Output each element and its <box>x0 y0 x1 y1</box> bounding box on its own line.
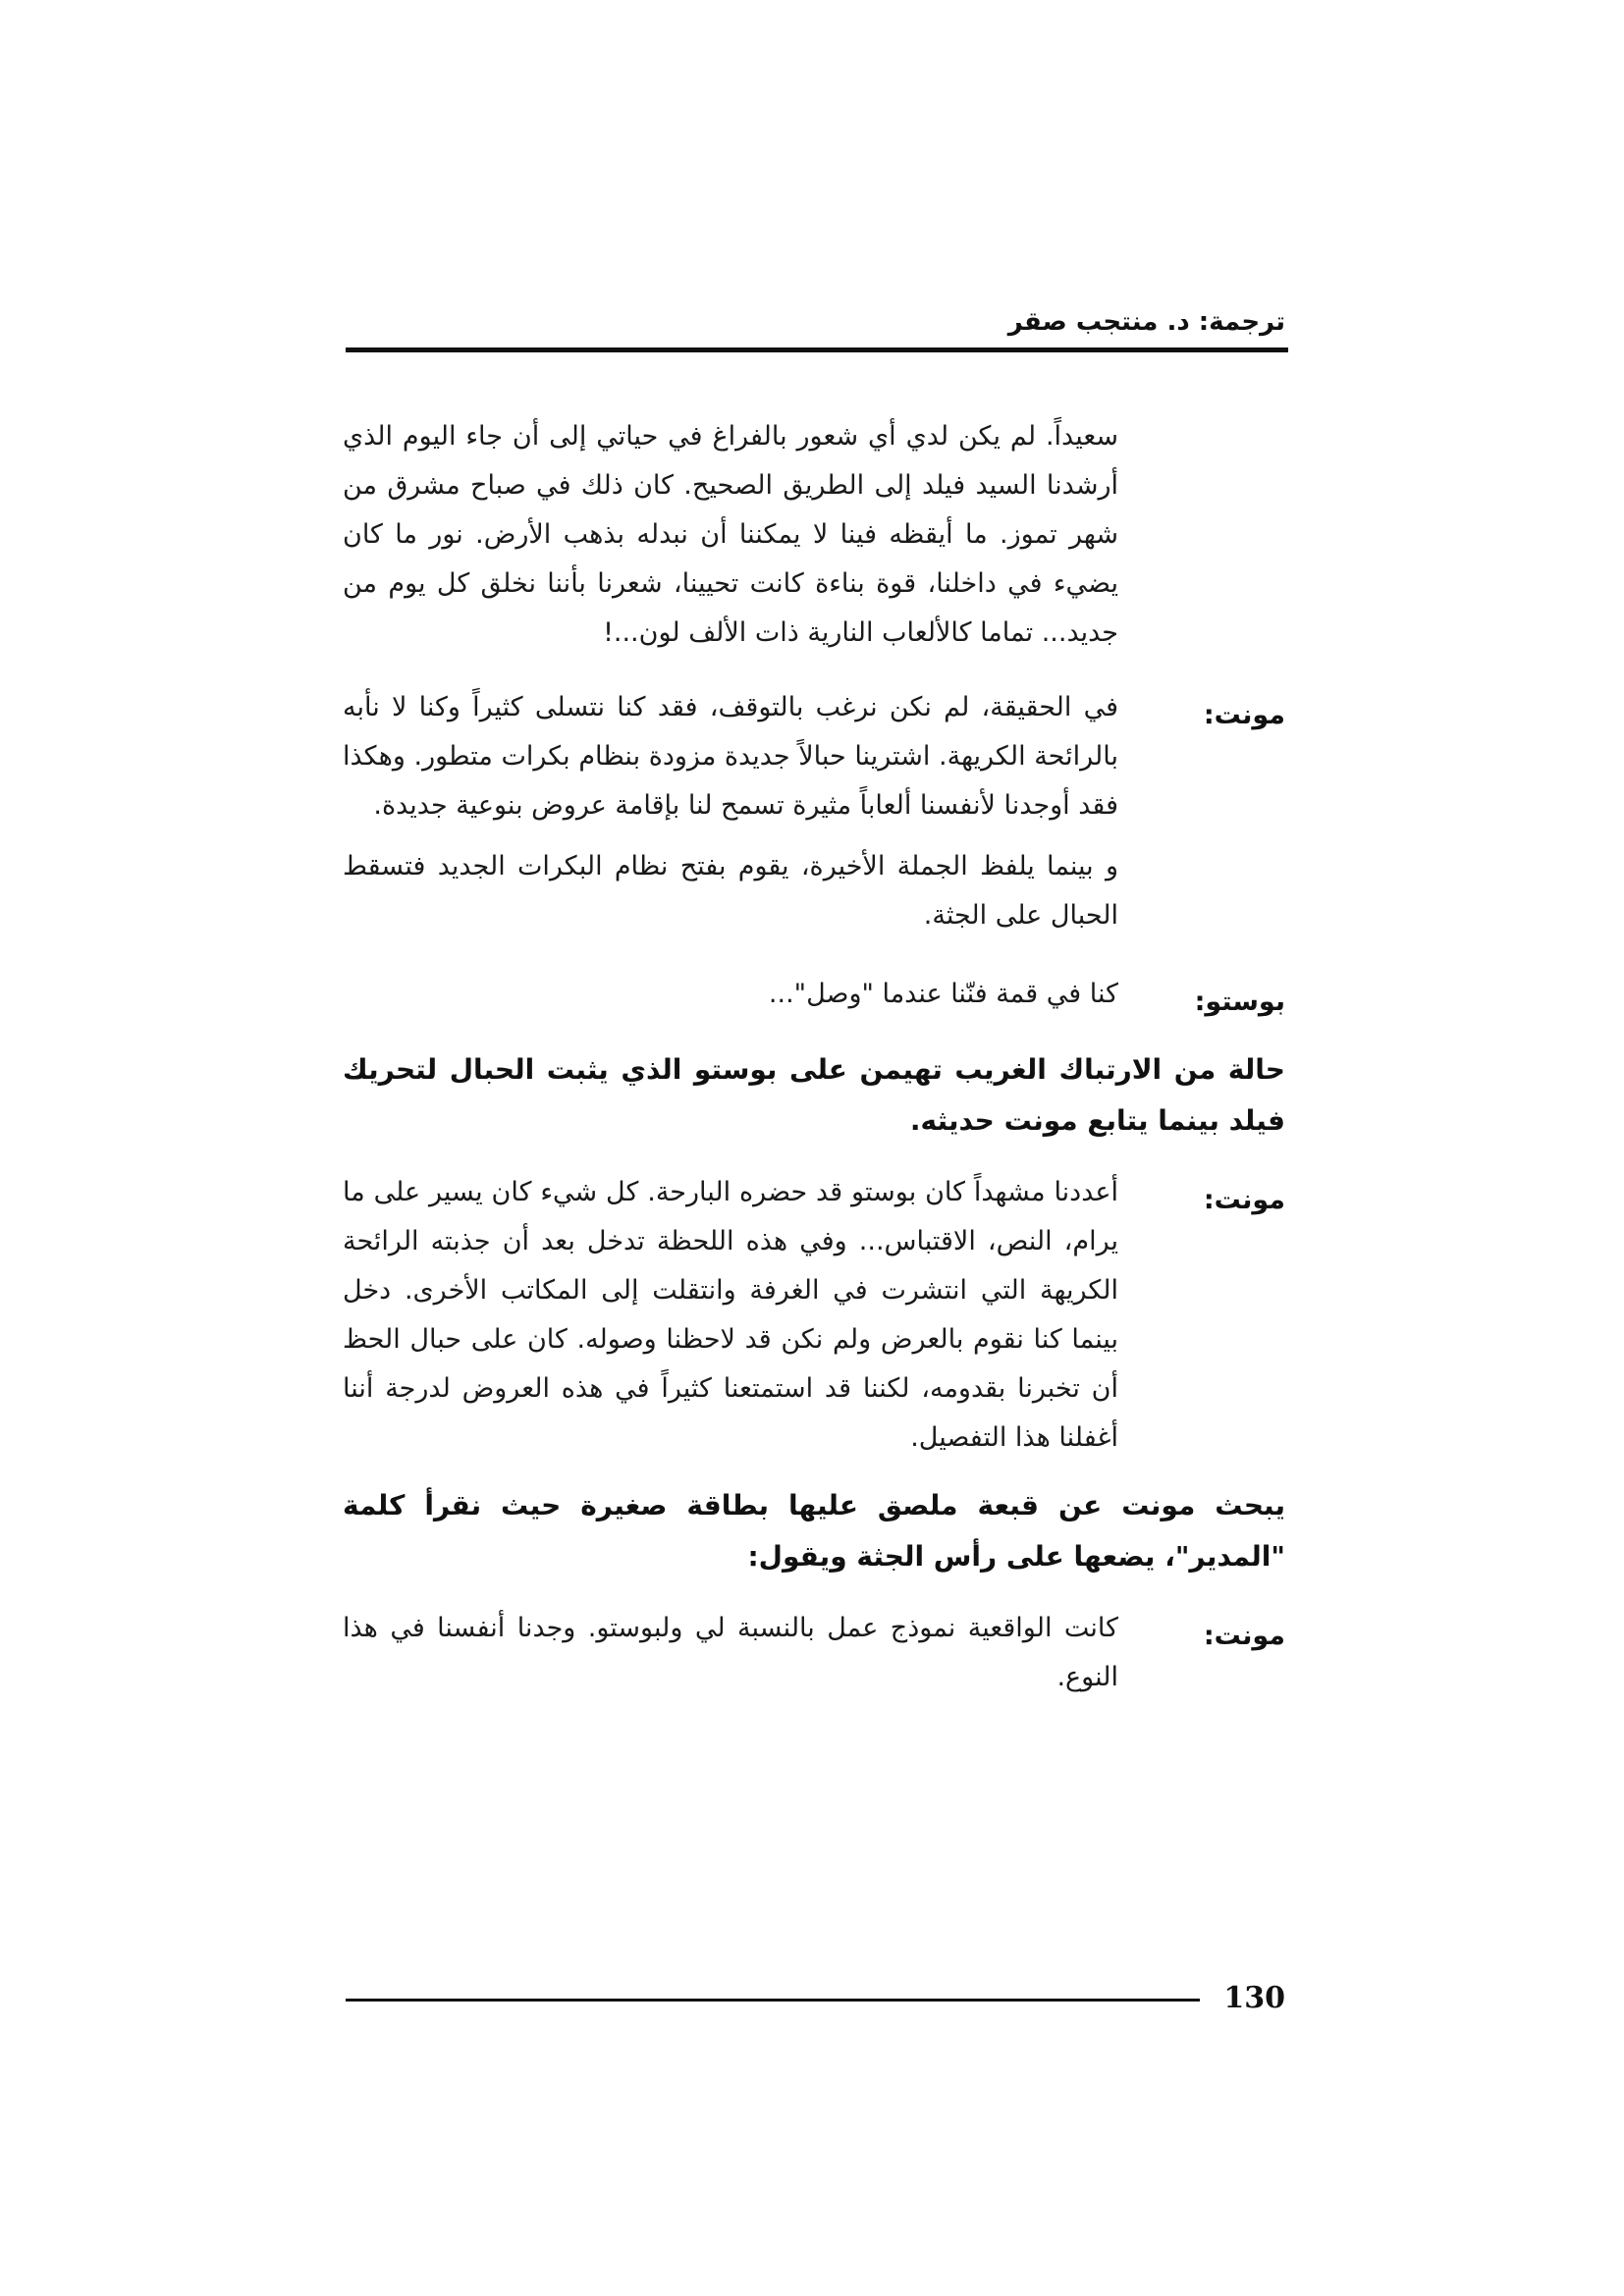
stage-direction: يبحث مونت عن قبعة ملصق عليها بطاقة صغيرة حيث نقرأ كلمة "المدير"، يضعها على رأس الجثة ويقول: <box>343 1489 1285 1573</box>
page-number: 130 <box>1223 1981 1285 2015</box>
speech-text <box>343 683 1118 952</box>
header-rule <box>346 347 1288 352</box>
dialogue-entry <box>343 683 1285 952</box>
dialogue-entry <box>343 1604 1285 1702</box>
speaker-label: مونت: <box>1203 1621 1285 1651</box>
dialogue-entry <box>343 970 1285 1027</box>
speech-text: كنا في قمة فنّنا عندما "وصل"... <box>768 979 1118 1009</box>
page-body <box>343 412 1285 1720</box>
speaker-label: بوستو: <box>1194 987 1285 1017</box>
speech-text: كانت الواقعية نموذج عمل بالنسبة لي ولبوستو. وجدنا أنفسنا في هذا النوع. <box>343 1613 1118 1692</box>
speaker-label: مونت: <box>1203 700 1285 730</box>
speech-text: أعددنا مشهداً كان بوستو قد حضره البارحة. كل شيء كان يسير على ما يرام، النص، الاقتباس... وفي هذه اللحظة تدخل بعد أن جذبته الرائحة الكريهة التي انتشرت في الغرفة وانتقلت إلى المكاتب الأخرى. دخل بينما كنا نقوم بالعرض ولم نكن قد لاحظنا وصوله. كان على حبال الحظ أن تخبرنا بقدومه، لكننا قد استمتعنا كثيراً في هذه العروض لدرجة أننا أغفلنا هذا التفصيل. <box>343 1177 1118 1453</box>
footer-rule <box>346 1999 1200 2002</box>
speaker-label: مونت: <box>1203 1185 1285 1215</box>
stage-direction: حالة من الارتباك الغريب تهيمن على بوستو الذي يثبت الحبال لتحريك فيلد بينما يتابع مونت حديثه. <box>343 1053 1285 1137</box>
running-header: ترجمة: د. منتجب صقر <box>1007 307 1285 337</box>
speech-paragraph: و بينما يلفظ الجملة الأخيرة، يقوم بفتح نظام البكرات الجديد فتسقط الحبال على الجثة. <box>343 851 1118 931</box>
continuation-paragraph: سعيداً. لم يكن لدي أي شعور بالفراغ في حياتي إلى أن جاء اليوم الذي أرشدنا السيد فيلد إلى الطريق الصحيح. كان ذلك في صباح مشرق من شهر تموز. ما أيقظه فينا لا يمكننا أن نبدله بذهب الأرض. نور ما كان يضيء في داخلنا، قوة بناءة كانت تحيينا، شعرنا بأننا نخلق كل يوم من جديد... تماما كالألعاب النارية ذات الألف لون...! <box>343 421 1118 648</box>
speech-paragraph: في الحقيقة، لم نكن نرغب بالتوقف، فقد كنا نتسلى كثيراً وكنا لا نأبه بالرائحة الكريهة. اشترينا حبالاً جديدة مزودة بنظام بكرات متطور. وهكذا فقد أوجدنا لأنفسنا ألعاباً مثيرة تسمح لنا بإقامة عروض بنوعية جديدة. <box>343 692 1118 821</box>
dialogue-entry <box>343 1168 1285 1463</box>
